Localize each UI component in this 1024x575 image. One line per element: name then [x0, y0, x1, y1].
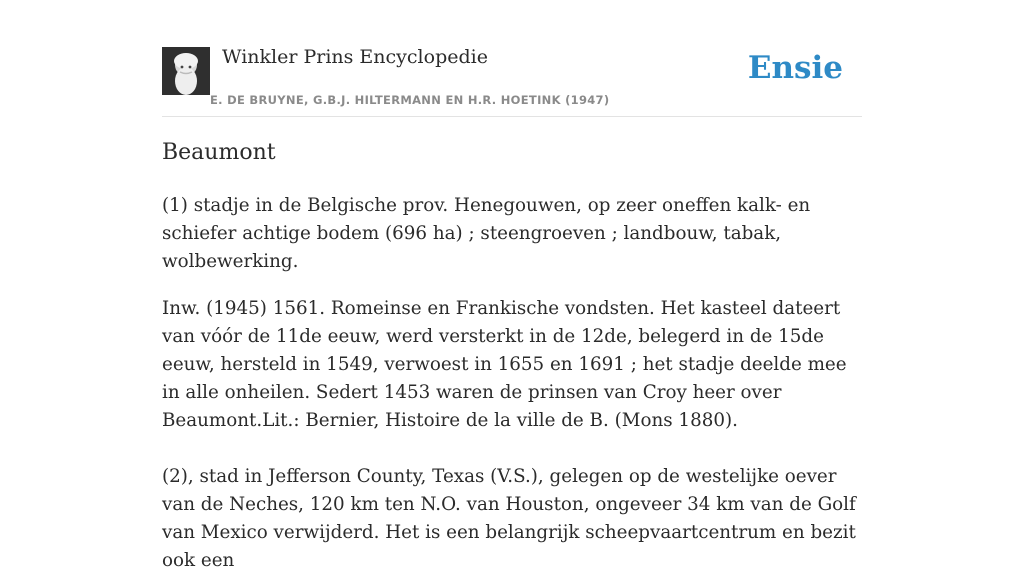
article-paragraph: (1) stadje in de Belgische prov. Henegouwen, op zeer oneffen kalk- en schiefer achtige bodem (696 ha) ; steengroeven ; landbouw, tabak, wolbewerking. [162, 195, 811, 272]
ensie-logo-link[interactable]: Ensie [747, 50, 843, 86]
book-title[interactable]: Winkler Prins Encyclopedie [222, 46, 488, 68]
article-paragraph: Inw. (1945) 1561. Romeinse en Frankische vondsten. Het kasteel dateert van vóór de 11de eeuw, werd versterkt in de 12de, belegerd in de 15de eeuw, hersteld in 1549, verwoest in 1655 en 1691 ; het stadje deelde mee in alle onheilen. Sedert 1453 waren de prinsen van Croy heer over Beaumont.Lit.: Bernier, Histoire de la ville de B. (Mons 1880). [162, 298, 847, 431]
article-paragraph: (2), stad in Jefferson County, Texas (V.S.), gelegen op de westelijke oever van de Neches, 120 km ten N.O. van Houston, ongeveer 34 km van de Golf van Mexico verwijderd. Het is een belangrijk scheepvaartcentrum en bezit ook een [162, 466, 856, 571]
avatar-portrait-icon [162, 47, 210, 95]
header [162, 45, 862, 117]
author-avatar[interactable] [162, 47, 210, 95]
article-body [162, 192, 862, 575]
article-title: Beaumont [162, 140, 276, 165]
book-authors: E. DE BRUYNE, G.B.J. HILTERMANN EN H.R. HOETINK (1947) [210, 93, 610, 107]
